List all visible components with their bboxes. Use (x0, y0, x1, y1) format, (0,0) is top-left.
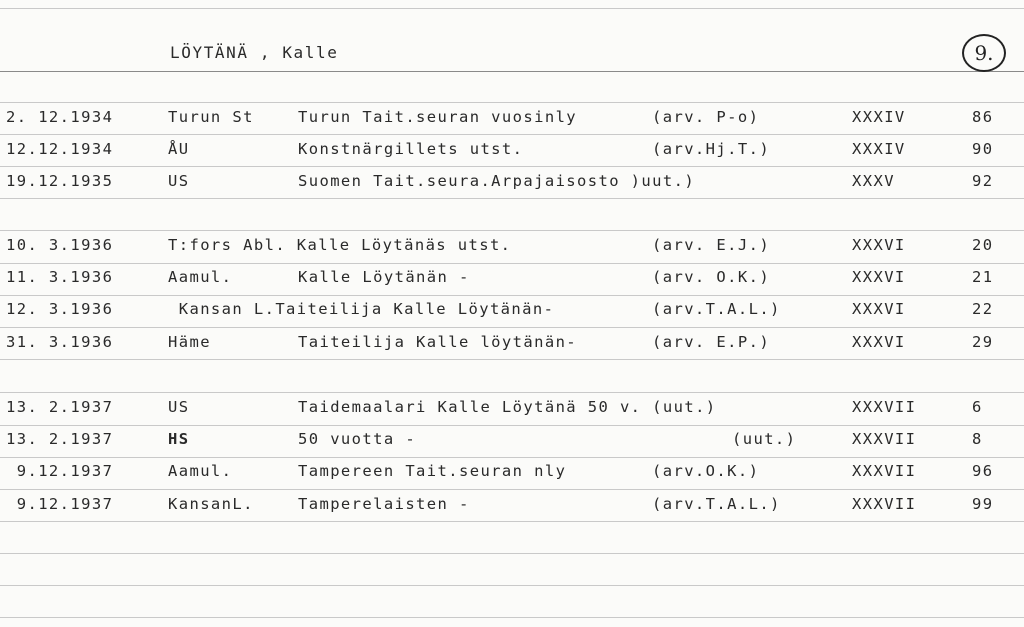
entry-volume: XXXVI (852, 300, 906, 318)
entry-date: 13. 2.1937 (6, 398, 114, 416)
entry-paper: Aamul. (168, 462, 233, 480)
entry-paper: Häme (168, 333, 211, 351)
entry-page: 6 (972, 398, 983, 416)
entry-reviewer: (arv. P-o) (652, 108, 760, 126)
entry-text: Taiteilija Kalle löytänän- (298, 333, 578, 351)
entry-volume: XXXVII (852, 430, 917, 448)
entry-text: Tampereen Tait.seuran nly (298, 462, 567, 480)
rule-line (0, 553, 1024, 554)
entry-text: Suomen Tait.seura.Arpajaisosto )uut.) (298, 172, 696, 190)
rule-line (0, 8, 1024, 9)
rule-line (0, 102, 1024, 103)
entry-text: Turun Tait.seuran vuosinly (298, 108, 578, 126)
entry-volume: XXXVI (852, 268, 906, 286)
card-number: 9. (962, 34, 1006, 72)
rule-line (0, 617, 1024, 618)
entry-reviewer: (arv. O.K.) (652, 268, 771, 286)
entry-date: 13. 2.1937 (6, 430, 114, 448)
entry-paper: T:fors Abl. Kalle Löytänäs utst. (168, 236, 512, 254)
rule-line (0, 585, 1024, 586)
entry-row (0, 430, 1024, 460)
entry-date: 19.12.1935 (6, 172, 114, 190)
entry-paper: ÅU (168, 140, 190, 158)
entry-row (0, 172, 1024, 202)
entry-paper: Turun St (168, 108, 254, 126)
entry-date: 9.12.1937 (6, 462, 114, 480)
entry-page: 96 (972, 462, 994, 480)
entry-volume: XXXV (852, 172, 895, 190)
entry-paper: US (168, 398, 190, 416)
entry-date: 2. 12.1934 (6, 108, 114, 126)
entry-reviewer: (arv.Hj.T.) (652, 140, 771, 158)
entry-paper: Aamul. (168, 268, 233, 286)
entry-volume: XXXVII (852, 398, 917, 416)
entry-row (0, 140, 1024, 170)
entry-row (0, 462, 1024, 492)
entry-volume: XXXVII (852, 495, 917, 513)
entry-row (0, 398, 1024, 428)
entry-page: 99 (972, 495, 994, 513)
entry-reviewer: (uut.) (732, 430, 797, 448)
entry-page: 90 (972, 140, 994, 158)
entry-page: 22 (972, 300, 994, 318)
entry-reviewer: (arv.O.K.) (652, 462, 760, 480)
entry-reviewer: (arv. E.J.) (652, 236, 771, 254)
entry-page: 20 (972, 236, 994, 254)
entry-text: Tamperelaisten - (298, 495, 470, 513)
entry-page: 21 (972, 268, 994, 286)
entry-date: 11. 3.1936 (6, 268, 114, 286)
entry-page: 92 (972, 172, 994, 190)
entry-volume: XXXVI (852, 333, 906, 351)
entry-paper: US (168, 172, 190, 190)
card-title: LÖYTÄNÄ , Kalle (170, 43, 339, 62)
entry-date: 9.12.1937 (6, 495, 114, 513)
entry-text: Kalle Löytänän - (298, 268, 470, 286)
entry-date: 12.12.1934 (6, 140, 114, 158)
entry-page: 86 (972, 108, 994, 126)
entry-date: 31. 3.1936 (6, 333, 114, 351)
entry-volume: XXXIV (852, 140, 906, 158)
entry-paper: KansanL. (168, 495, 254, 513)
entry-reviewer: (arv. E.P.) (652, 333, 771, 351)
entry-volume: XXXVII (852, 462, 917, 480)
entry-text: 50 vuotta - (298, 430, 417, 448)
entry-date: 12. 3.1936 (6, 300, 114, 318)
header-rule (0, 71, 1024, 72)
rule-line (0, 230, 1024, 231)
entry-page: 29 (972, 333, 994, 351)
entry-paper: HS (168, 430, 190, 448)
entry-row (0, 495, 1024, 525)
entry-row (0, 268, 1024, 298)
entry-volume: XXXIV (852, 108, 906, 126)
rule-line (0, 392, 1024, 393)
entry-page: 8 (972, 430, 983, 448)
entry-date: 10. 3.1936 (6, 236, 114, 254)
entry-text: Taidemaalari Kalle Löytänä 50 v. (uut.) (298, 398, 717, 416)
entry-volume: XXXVI (852, 236, 906, 254)
entry-reviewer: (arv.T.A.L.) (652, 300, 781, 318)
entry-paper: Kansan L.Taiteilija Kalle Löytänän- (168, 300, 555, 318)
entry-text: Konstnärgillets utst. (298, 140, 524, 158)
entry-row (0, 108, 1024, 138)
entry-reviewer: (arv.T.A.L.) (652, 495, 781, 513)
entry-row (0, 236, 1024, 266)
entry-row (0, 300, 1024, 330)
entry-row (0, 333, 1024, 363)
